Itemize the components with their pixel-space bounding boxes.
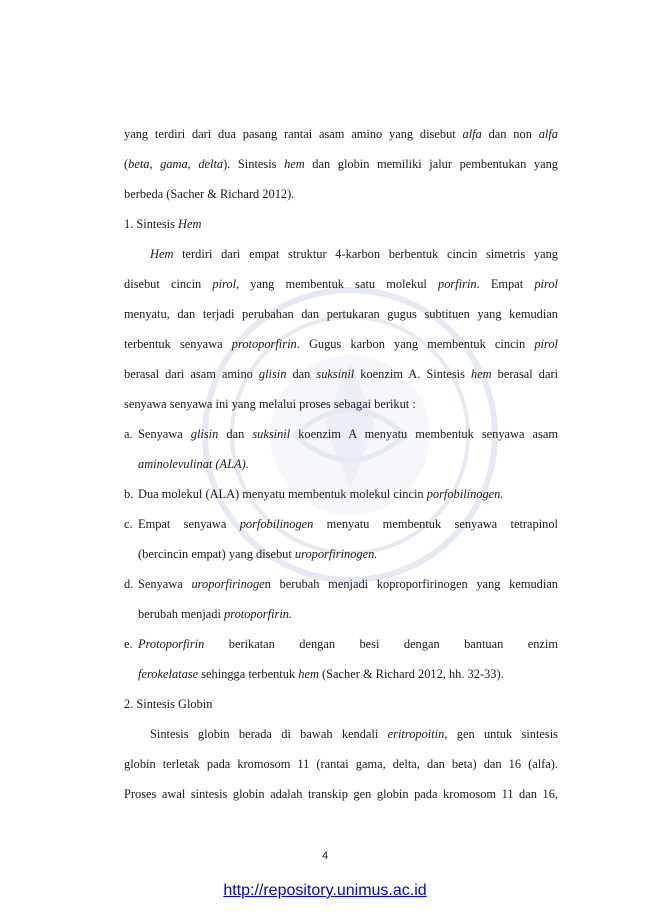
list-marker: a.	[124, 427, 133, 441]
text-line: terbentuk senyawa protoporfirin. Gugus karbon yang membentuk cincin pirol	[124, 337, 558, 351]
text-line: menyatu, dan terjadi perubahan dan pertukaran gugus subtituen yang kemudian	[124, 307, 558, 321]
list-item-d: d. Senyawa uroporfirinogen berubah menjadi koproporfirinogen yang kemudian	[124, 569, 558, 599]
text-line: yang terdiri dari dua pasang rantai asam amino yang disebut alfa dan non alfa	[124, 127, 558, 141]
list-marker: b.	[124, 487, 134, 501]
list-item-continuation: (bercincin empat) yang disebut uroporfirinogen.	[138, 547, 378, 561]
list-marker: d.	[124, 577, 134, 591]
list-item-a: a. Senyawa glisin dan suksinil koenzim A menyatu membentuk senyawa asam	[124, 419, 558, 449]
section-heading-hem: 1. Sintesis Hem	[124, 217, 202, 231]
list-item-continuation: ferokelatase sehingga terbentuk hem (Sacher & Richard 2012, hh. 32-33).	[138, 667, 504, 681]
body-text	[124, 119, 558, 809]
list-item-continuation: aminolevulinat (ALA).	[138, 457, 249, 471]
section-heading-globin: 2. Sintesis Globin	[124, 697, 213, 711]
list-marker: e.	[124, 637, 133, 651]
text-line: Proses awal sintesis globin adalah transkip gen globin pada kromosom 11 dan 16,	[124, 787, 558, 801]
text-line: disebut cincin pirol, yang membentuk satu molekul porfirin. Empat pirol	[124, 277, 558, 291]
text-line: berasal dari asam amino glisin dan suksinil koenzim A. Sintesis hem berasal dari	[124, 367, 559, 381]
text-line: Sintesis globin berada di bawah kendali eritropoitin, gen untuk sintesis	[150, 727, 558, 741]
text-line: (beta, gama, delta). Sintesis hem dan globin memiliki jalur pembentukan yang	[124, 157, 558, 171]
page-number: 4	[321, 850, 329, 862]
list-item-continuation: berubah menjadi protoporfirin.	[138, 607, 293, 621]
list-marker: c.	[124, 517, 133, 531]
list-item-e: e. Protoporfirin berikatan dengan besi dengan bantuan enzim	[124, 629, 558, 659]
repository-link[interactable]: http://repository.unimus.ac.id	[223, 882, 427, 899]
text-line: Hem terdiri dari empat struktur 4-karbon berbentuk cincin simetris yang	[150, 247, 558, 261]
text-line: globin terletak pada kromosom 11 (rantai gama, delta, dan beta) dan 16 (alfa).	[124, 757, 558, 771]
list-item-b: b. Dua molekul (ALA) menyatu membentuk molekul cincin porfobilinogen.	[124, 479, 558, 509]
text-line: senyawa senyawa ini yang melalui proses sebagai berikut :	[124, 397, 416, 411]
text-line: berbeda (Sacher & Richard 2012).	[124, 187, 295, 201]
list-item-c: c. Empat senyawa porfobilinogen menyatu membentuk senyawa tetrapinol	[124, 509, 558, 539]
